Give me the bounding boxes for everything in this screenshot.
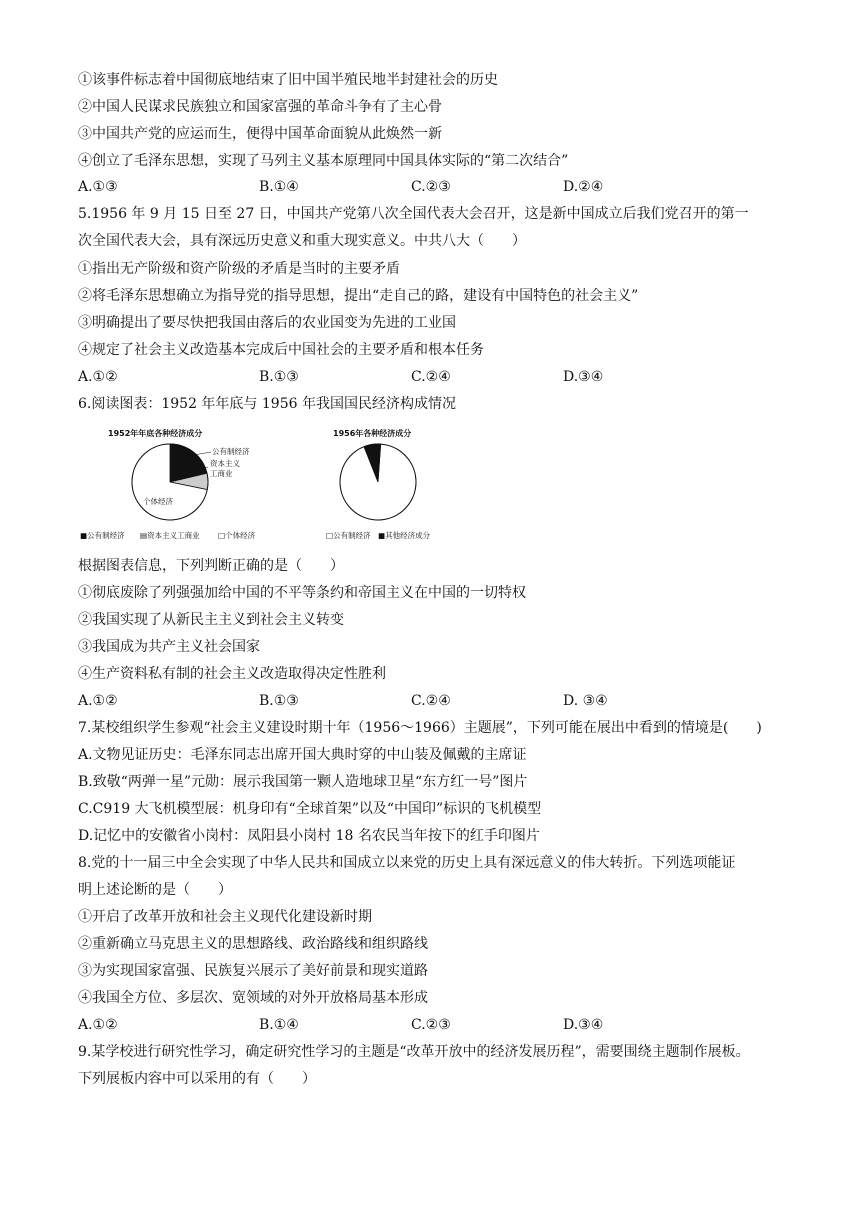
legend-1952-individual: □个体经济 [218, 531, 256, 540]
q4-option-2: ②中国人民谋求民族独立和国家富强的革命斗争有了主心骨 [78, 99, 442, 115]
answer-d: D.②④ [563, 179, 604, 195]
answer-b: B.①③ [259, 369, 299, 385]
q6-stem: 6.阅读图表：1952 年年底与 1956 年我国国民经济构成情况 [78, 396, 456, 412]
q5-stem-line-1: 5.1956 年 9 月 15 日至 27 日，中国共产党第八次全国代表大会召开，这是新中国成立后我们党召开的第一 [78, 206, 749, 222]
q5-stem-line-2: 次全国代表大会，具有深远历史意义和重大现实意义。中共八大（ ） [78, 233, 526, 249]
answer-d: D.③④ [563, 1017, 604, 1033]
q9-stem-line-2: 下列展板内容中可以采用的有（ ） [78, 1071, 316, 1087]
answer-a: A.①② [78, 693, 118, 709]
q7-choice-d: D.记忆中的安徽省小岗村：凤阳县小岗村 18 名农民当年按下的红手印图片 [78, 828, 540, 844]
legend-1956-other: ■其他经济成分 [378, 531, 431, 540]
q6-option-4: ④生产资料私有制的社会主义改造取得决定性胜利 [78, 666, 386, 682]
pie-1956 [340, 444, 416, 520]
pie-charts-svg [78, 420, 458, 550]
q8-option-2: ②重新确立马克思主义的思想路线、政治路线和组织路线 [78, 936, 428, 952]
chart-1952-title: 1952年年底各种经济成分 [108, 429, 203, 438]
answer-d: D. ③④ [563, 693, 608, 709]
legend-1952-public: ■公有制经济 [80, 531, 125, 540]
annotation-industry: 工商业 [210, 469, 233, 478]
q6-option-2: ②我国实现了从新民主主义到社会主义转变 [78, 612, 344, 628]
q5-option-3: ③明确提出了要尽快把我国由落后的农业国变为先进的工业国 [78, 315, 456, 331]
q7-choice-a: A.文物见证历史：毛泽东同志出席开国大典时穿的中山装及佩戴的主席证 [78, 747, 527, 763]
answer-b: B.①④ [259, 1017, 299, 1033]
answer-b: B.①④ [259, 179, 299, 195]
q7-choice-c: C.C919 大飞机模型展：机身印有“全球首架”以及“中国印”标识的飞机模型 [78, 801, 542, 817]
q5-option-1: ①指出无产阶级和资产阶级的矛盾是当时的主要矛盾 [78, 261, 400, 277]
q7-stem: 7.某校组织学生参观“社会主义建设时期十年（1956～1966）主题展”，下列可能在展出中看到的情境是( ) [78, 720, 762, 736]
annotation-public-economy: 公有制经济 [212, 447, 250, 456]
q8-option-4: ④我国全方位、多层次、宽领域的对外开放格局基本形成 [78, 990, 428, 1006]
q6-question: 根据图表信息，下列判断正确的是（ ） [78, 558, 344, 574]
answer-c: C.②③ [411, 1017, 451, 1033]
legend-1956-public: □公有制经济 [326, 531, 371, 540]
answer-a: A.①③ [78, 179, 118, 195]
annotation-capitalist: 资本主义 [210, 459, 240, 468]
pie-1952 [132, 444, 208, 520]
q8-stem-line-2: 明上述论断的是（ ） [78, 882, 232, 898]
annotation-individual: 个体经济 [143, 497, 173, 506]
q4-option-4: ④创立了毛泽东思想，实现了马列主义基本原理同中国具体实际的“第二次结合” [78, 153, 569, 169]
answer-c: C.②③ [411, 179, 451, 195]
answer-c: C.②④ [411, 693, 451, 709]
answer-a: A.①② [78, 369, 118, 385]
answer-c: C.②④ [411, 369, 451, 385]
answer-a: A.①② [78, 1017, 118, 1033]
economy-pie-charts [78, 420, 458, 550]
q7-choice-b: B.致敬“两弹一星”元勋：展示我国第一颗人造地球卫星“东方红一号”图片 [78, 774, 528, 790]
q6-option-3: ③我国成为共产主义社会国家 [78, 639, 260, 655]
q8-option-3: ③为实现国家富强、民族复兴展示了美好前景和现实道路 [78, 963, 428, 979]
answer-d: D.③④ [563, 369, 604, 385]
answer-b: B.①③ [259, 693, 299, 709]
q4-option-3: ③中国共产党的应运而生，便得中国革命面貌从此焕然一新 [78, 126, 442, 142]
q5-option-4: ④规定了社会主义改造基本完成后中国社会的主要矛盾和根本任务 [78, 342, 484, 358]
q5-option-2: ②将毛泽东思想确立为指导党的指导思想，提出“走自己的路，建设有中国特色的社会主义” [78, 288, 639, 304]
q8-stem-line-1: 8.党的十一届三中全会实现了中华人民共和国成立以来党的历史上具有深远意义的伟大转折。下列选项能证 [78, 855, 736, 871]
legend-1952-capitalist: ▤资本主义工商业 [140, 531, 200, 540]
legend-1956 [326, 530, 431, 540]
q8-option-1: ①开启了改革开放和社会主义现代化建设新时期 [78, 909, 372, 925]
q4-option-1: ①该事件标志着中国彻底地结束了旧中国半殖民地半封建社会的历史 [78, 72, 498, 88]
legend-1952 [80, 530, 256, 540]
chart-1956-title: 1956年各种经济成分 [333, 429, 412, 438]
q6-option-1: ①彻底废除了列强强加给中国的不平等条约和帝国主义在中国的一切特权 [78, 585, 526, 601]
q9-stem-line-1: 9.某学校进行研究性学习，确定研究性学习的主题是“改革开放中的经济发展历程”，需要围绕主题制作展板。 [78, 1044, 750, 1060]
